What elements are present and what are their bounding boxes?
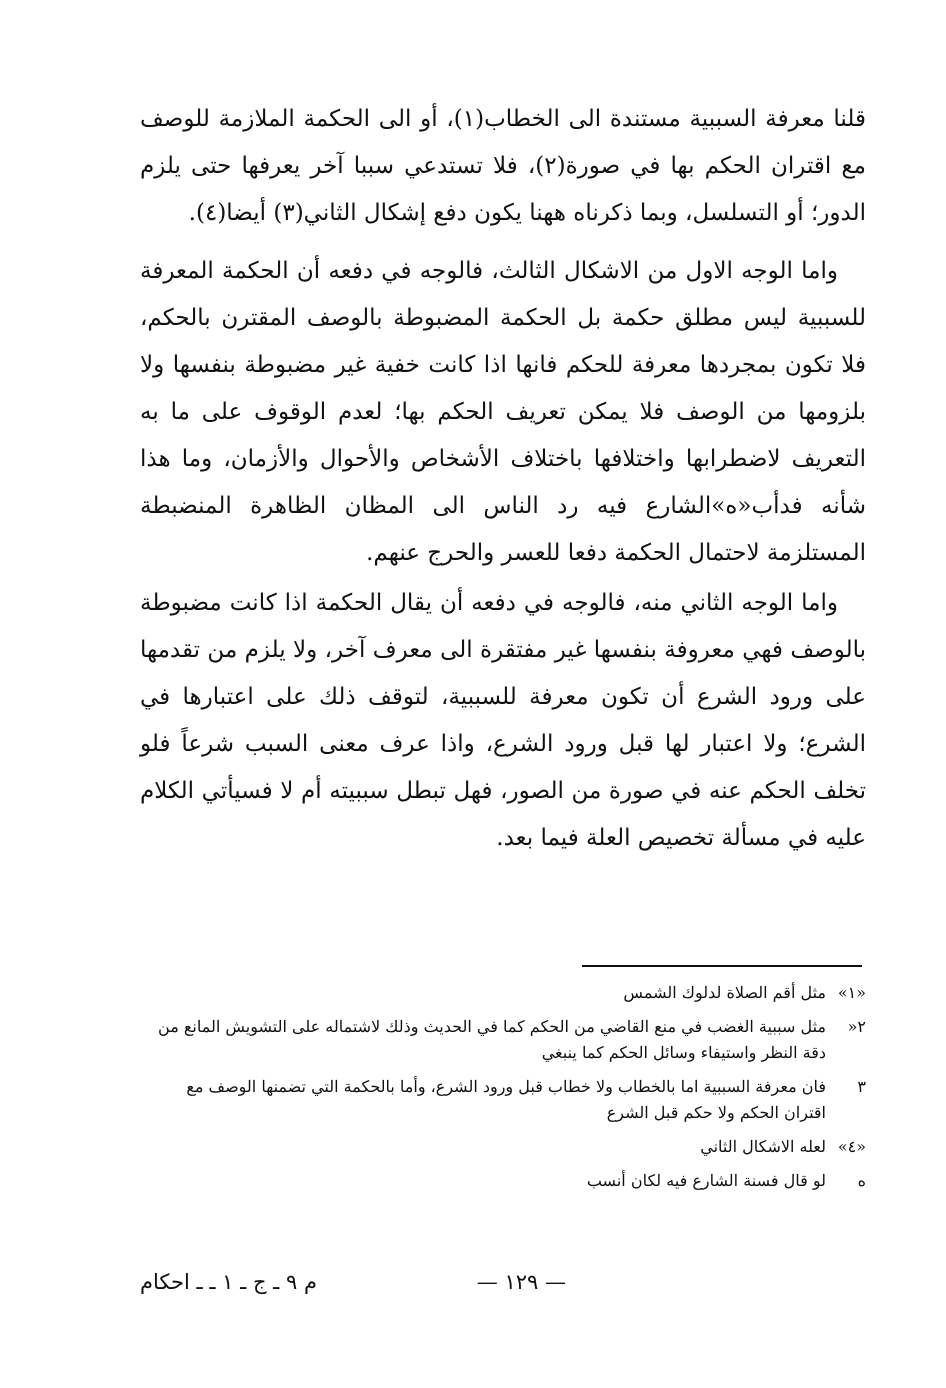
footnote-marker: ه <box>857 1171 866 1190</box>
footnote-4 <box>140 1134 866 1160</box>
footnote-text: مثل أقم الصلاة لدلوك الشمس <box>623 983 826 1002</box>
paragraph-1: قلنا معرفة السببية مستندة الى الخطاب(١)، أو الى الحكمة الملازمة للوصف مع اقتران الحكم بها في صورة(٢)، فلا تستدعي سببا آخر يعرفها حتى يلزم الدور؛ أو التسلسل، وبما ذكرناه ههنا يكون دفع إشكال الثاني(٣) أيضا(٤). <box>140 106 866 226</box>
footnote-divider <box>582 965 862 967</box>
footnote-text: فان معرفة السببية اما بالخطاب ولا خطاب قبل ورود الشرع، وأما بالحكمة التي تضمنها الوصف مع اقتران الحكم ولا حكم قبل الشرع <box>186 1077 826 1122</box>
paragraph-2: واما الوجه الاول من الاشكال الثالث، فالوجه في دفعه أن الحكمة المعرفة للسببية ليس مطلق حكمة بل الحكمة المضبوطة بالوصف المقترن بالحكم، فلا تكون بمجردها معرفة للحكم فانها اذا كانت خفية غير مضبوطة بنفسها ولا بلزومها من الوصف فلا يمكن تعريف الحكم بها؛ لعدم الوقوف على ما به التعريف لاضطرابها واختلافها باختلاف الأشخاص والأحوال والأزمان، وما هذا شأنه فدأب«ه»الشارع فيه رد الناس الى المظان الظاهرة المنضبطة المستلزمة لاحتمال الحكمة دفعا للعسر والحرج عنهم. <box>140 258 866 566</box>
page-footer <box>140 1262 866 1302</box>
printer-signature: م ٩ ـ ج ـ ١ ـ ـ احكام <box>140 1270 317 1294</box>
footnote-marker: ٢« <box>847 1017 866 1036</box>
footnote-text: لو قال فسنة الشارع فيه لكان أنسب <box>586 1171 826 1190</box>
footnote-marker: ٣ <box>857 1077 866 1096</box>
footnote-text: مثل سببية الغضب في منع القاضي من الحكم كما في الحديث وذلك لاشتماله على التشويش المانع من دقة النظر واستيفاء وسائل الحكم كما ينبغي <box>158 1017 826 1062</box>
footnote-marker: «١» <box>837 983 866 1002</box>
footnote-3 <box>140 1074 866 1126</box>
page-number: — ١٢٩ — <box>476 1270 566 1294</box>
footnote-1 <box>140 980 866 1006</box>
footnote-text: لعله الاشكال الثاني <box>700 1137 826 1156</box>
footnote-marker: «٤» <box>837 1137 866 1156</box>
footnotes-section <box>140 980 866 1202</box>
footnote-2 <box>140 1014 866 1066</box>
paragraph-3: واما الوجه الثاني منه، فالوجه في دفعه أن يقال الحكمة اذا كانت مضبوطة بالوصف فهي معروفة بنفسها غير مفتقرة الى معرف آخر، ولا يلزم من تقدمها على ورود الشرع أن تكون معرفة للسببية، لتوقف ذلك على اعتبارها في الشرع؛ ولا اعتبار لها قبل ورود الشرع، واذا عرف معنى السبب شرعاً فلو تخلف الحكم عنه في صورة من الصور، فهل تبطل سببيته أم لا فسيأتي الكلام عليه في مسألة تخصيص العلة فيما بعد. <box>140 590 866 851</box>
footnote-5 <box>140 1168 866 1194</box>
